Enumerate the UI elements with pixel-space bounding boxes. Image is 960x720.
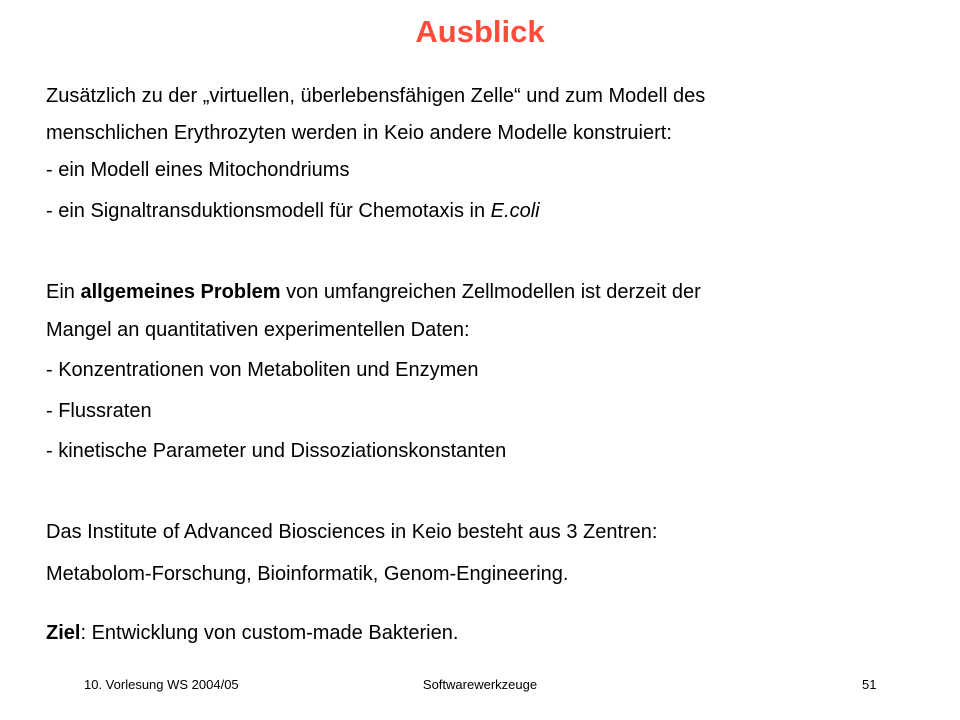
bullet-flussraten: - Flussraten: [46, 400, 152, 422]
footer-course: Softwarewerkzeuge: [422, 677, 538, 692]
intro-line-2: menschlichen Erythrozyten werden in Keio andere Modelle konstruiert:: [46, 122, 672, 144]
bullet-signaltransduktion: [46, 199, 540, 223]
institute-line-1: Das Institute of Advanced Biosciences in Keio besteht aus 3 Zentren:: [46, 521, 658, 543]
ziel-bold: Ziel: [46, 622, 81, 644]
ziel-text: : Entwicklung von custom-made Bakterien.: [80, 622, 459, 644]
problem-post: von umfangreichen Zellmodellen ist derzeit der: [280, 281, 701, 303]
slide-title: Ausblick: [415, 14, 545, 49]
ziel-line: [46, 621, 458, 645]
bullet-konzentrationen: - Konzentrationen von Metaboliten und Enzymen: [46, 359, 479, 381]
ecoli-italic: E.coli: [490, 200, 540, 222]
bullet-mitochondrium: - ein Modell eines Mitochondriums: [46, 159, 350, 181]
institute-line-2: Metabolom-Forschung, Bioinformatik, Genom-Engineering.: [46, 563, 569, 585]
bullet-signaltransduktion-text: - ein Signaltransduktionsmodell für Chemotaxis in: [46, 200, 491, 222]
footer-lecture: 10. Vorlesung WS 2004/05: [84, 677, 239, 692]
bullet-kinetik: - kinetische Parameter und Dissoziationskonstanten: [46, 440, 507, 462]
footer-page-number: 51: [862, 677, 877, 692]
problem-line-2: Mangel an quantitativen experimentellen Daten:: [46, 319, 470, 341]
problem-bold: allgemeines Problem: [80, 281, 281, 303]
problem-line-1: [46, 280, 701, 304]
intro-line-1: Zusätzlich zu der „virtuellen, überlebensfähigen Zelle“ und zum Modell des: [46, 85, 706, 107]
problem-pre: Ein: [46, 281, 81, 303]
